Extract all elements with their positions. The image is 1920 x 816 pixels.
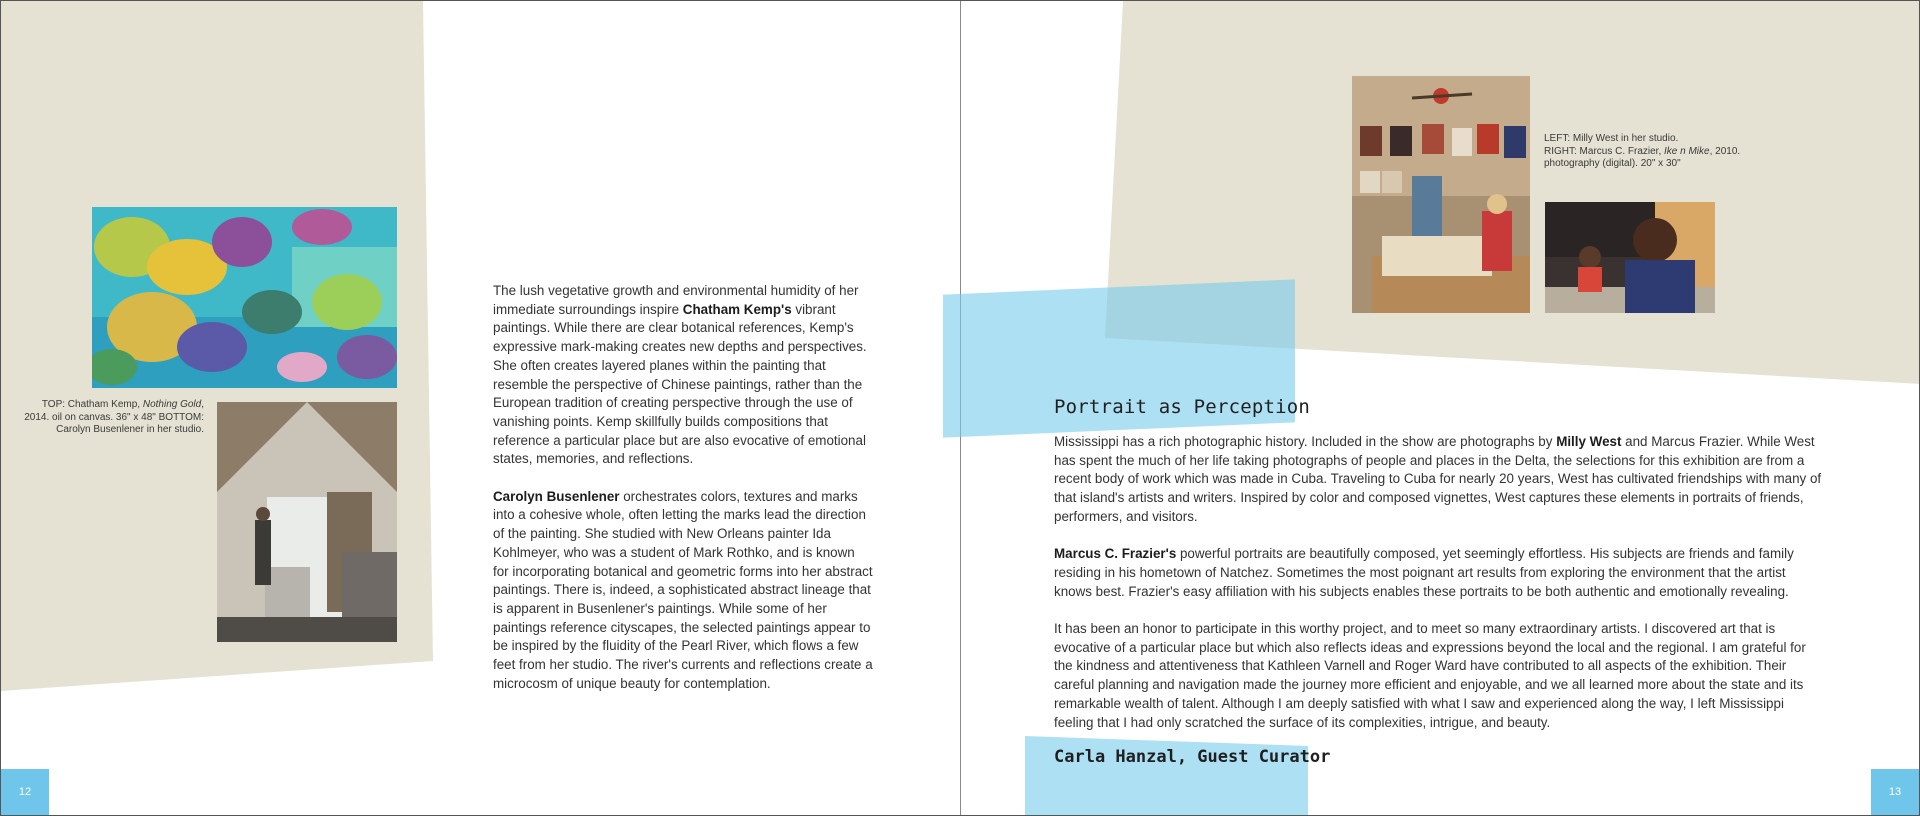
curator-signature: Carla Hanzal, Guest Curator xyxy=(1054,747,1331,767)
artist-name-frazier: Marcus C. Frazier's xyxy=(1054,546,1177,562)
caption-bottom: BOTTOM: Carolyn Busenlener in her studio. xyxy=(56,411,204,435)
paragraph-milly-west: Mississippi has a rich photographic history. Included in the show are photographs by Milly West and Marcus Frazier. While West has spent the much of her life taking photographs of people and places in the Delta, the selections for this exhibition are from a recent body of work which was made in Cuba. Traveling to Cuba for nearly 20 years, West has cultivated friendships with many of that island's artists and writers. Inspired by color and composed vignettes, West captures these elements in portraits of friends, performers, and visitors. xyxy=(1054,434,1822,524)
abstract-painting-image xyxy=(92,207,397,388)
paragraph-chatham-kemp: The lush vegetative growth and environmental humidity of her immediate surroundings inspire Chatham Kemp's vibrant paintings. While there are clear botanical references, Kemp's expressive mark-making creates new depths and perspectives. She often creates layered planes within the painting that resemble the perspective of Chinese paintings, rather than the European tradition of creating perspective through the use of vanishing points. Kemp skillfully builds compositions that reference a particular place but are also evocative of emotional states, memories, and reflections. xyxy=(493,283,867,467)
caption-top-prefix: TOP: Chatham Kemp, xyxy=(41,399,143,410)
caption-line-left: LEFT: Milly West in her studio. xyxy=(1544,133,1679,144)
artist-name-west: Milly West xyxy=(1556,434,1622,449)
right-column-text xyxy=(1054,433,1824,751)
paragraph-marcus-frazier: Marcus C. Frazier's powerful portraits are beautifully composed, yet seemingly effortless. His subjects are friends and family residing in his hometown of Natchez. Sometimes the most poignant art results from exploring the environment that the artist knows best. Frazier's easy affiliation with his subjects enables these portraits to be both authentic and emotionally revealing. xyxy=(1054,546,1794,599)
artist-name-kemp: Chatham Kemp's xyxy=(682,301,792,317)
right-photo-caption xyxy=(1544,133,1764,171)
left-photo-caption xyxy=(21,399,204,437)
caption-line-right: RIGHT: Marcus C. Frazier, Ike n Mike, 2010. xyxy=(1544,145,1741,157)
west-studio-photo-image xyxy=(1352,76,1530,313)
photo-ike-n-mike xyxy=(1545,202,1715,313)
caption-line-medium: photography (digital). 20" x 30" xyxy=(1544,158,1681,169)
left-column-text xyxy=(493,282,873,712)
studio-photo-image xyxy=(217,402,397,642)
page-number-left: 12 xyxy=(1,769,49,815)
section-heading: Portrait as Perception xyxy=(1054,396,1311,418)
caption-top-suffix: , 2014. oil on canvas. 36" x 48" xyxy=(24,399,204,423)
paragraph-curator-note: It has been an honor to participate in this worthy project, and to meet so many extraordinary artists. I discovered art that is evocative of a particular place but which also reflects ideas and expressions beyond the local and the regional. I am grateful for the kindness and attentiveness that Kathleen Varnell and Roger Ward have contributed to all aspects of the exhibition. Their careful planning and navigation made the journey more efficient and enjoyable, and we all learned more about the state and its remarkable wealth of talent. Although I am deeply satisfied with what I saw and experienced along the way, I left Mississippi feeling that I had only scratched the surface of its complexities, intrigue, and beauty. xyxy=(1054,621,1806,730)
photo-milly-west-studio xyxy=(1352,76,1530,313)
ike-n-mike-image xyxy=(1545,202,1715,313)
caption-top-title: Nothing Gold xyxy=(142,399,202,410)
page-number-right: 13 xyxy=(1871,769,1919,815)
paragraph-carolyn-busenlener: Carolyn Busenlener orchestrates colors, textures and marks into a cohesive whole, often letting the marks lead the direction of the painting. She studied with New Orleans painter Ida Kohlmeyer, who was a student of Mark Rothko, and is known for incorporating botanical and geometric forms into her abstract paintings. There is, indeed, a sophisticated abstract lineage that is apparent in Busenlener's paintings. While some of her paintings reference cityscapes, the selected paintings appear to be inspired by the fluidity of the Pearl River, which flows a few feet from her studio. The river's currents and reflections create a microcosm of unique beauty for contemplation. xyxy=(493,488,873,691)
caption-title-ike-n-mike: Ike n Mike xyxy=(1664,145,1710,157)
artist-name-busenlener: Carolyn Busenlener xyxy=(493,488,620,504)
painting-nothing-gold xyxy=(92,207,397,388)
photo-busenlener-studio xyxy=(217,402,397,642)
